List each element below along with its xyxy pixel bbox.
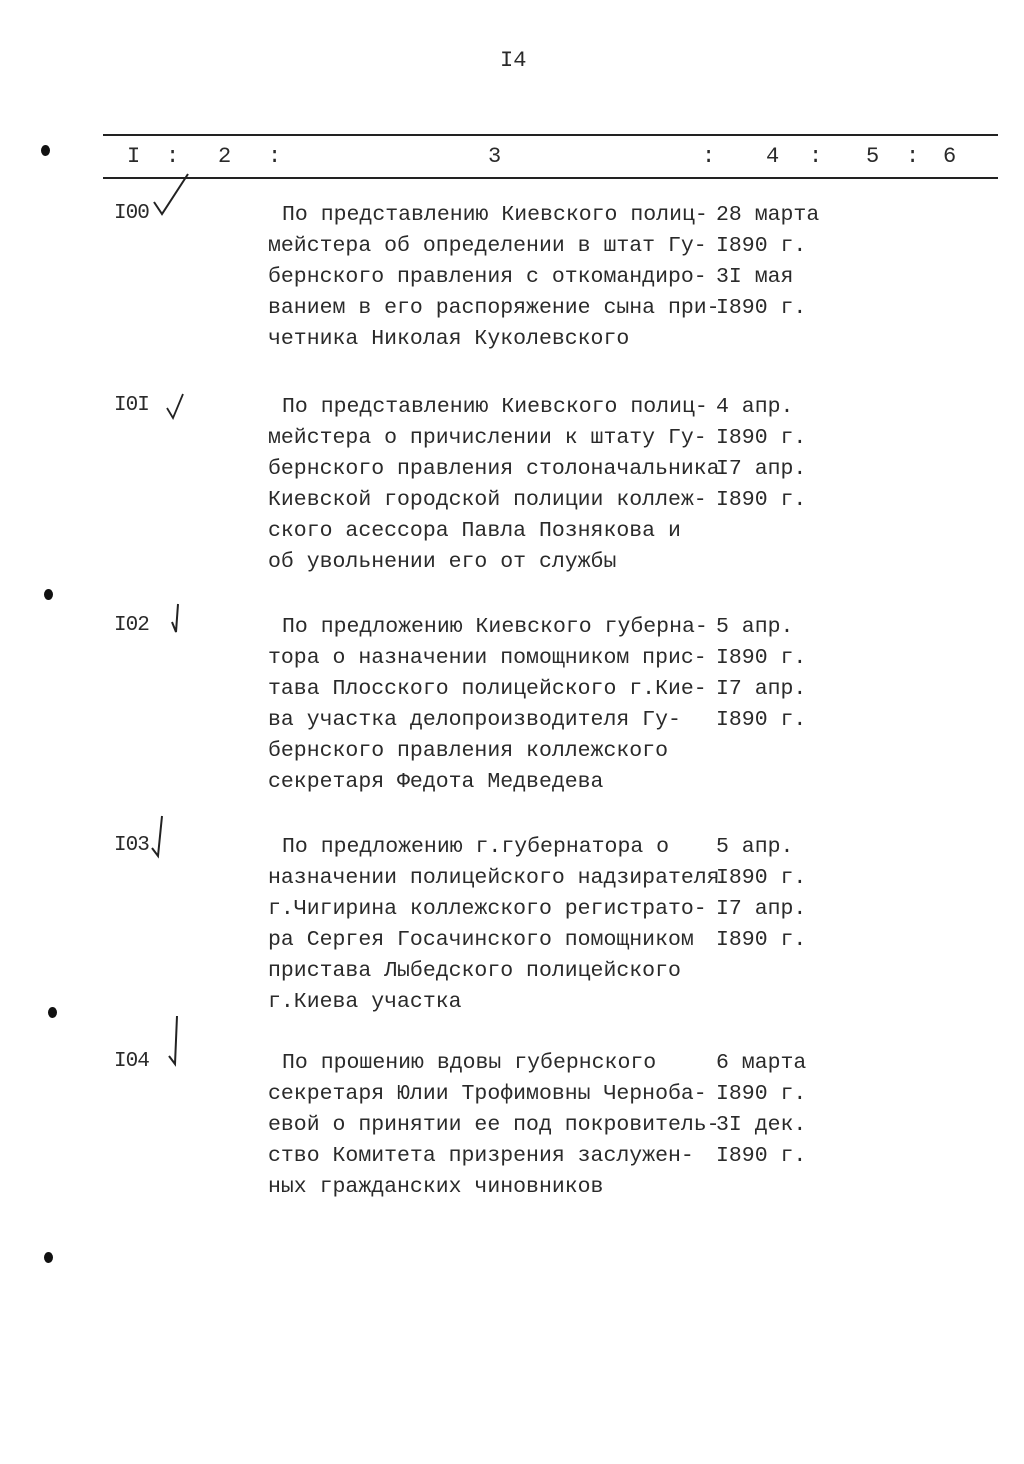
entry-date: 5 апр. xyxy=(716,835,794,859)
entry-text-line: четника Николая Куколевского xyxy=(268,327,630,351)
entry-date: I7 апр. xyxy=(716,897,807,921)
entry-date: I7 апр. xyxy=(716,457,807,481)
header-bottom-rule xyxy=(103,177,998,179)
punch-hole xyxy=(41,145,50,156)
entry-date: I890 г. xyxy=(716,928,807,952)
entry-text-line: секретаря Юлии Трофимовны Чернoба- xyxy=(268,1082,707,1106)
entry-number: I03 xyxy=(114,834,149,857)
entry-number: I04 xyxy=(114,1050,149,1073)
entry-date: I890 г. xyxy=(716,708,807,732)
entry-text-line: бернского правления столоначальника xyxy=(268,457,720,481)
entry-text-line: По прошению вдовы губернского xyxy=(282,1051,657,1075)
entry-text-line: По предложению Киевского губерна- xyxy=(282,615,708,639)
column-header-3: 3 xyxy=(488,144,502,169)
entry-text-line: ных гражданских чиновников xyxy=(268,1175,604,1199)
checkmark-icon xyxy=(163,390,193,430)
entry-text-line: тора о назначении помощником прис- xyxy=(268,646,707,670)
checkmark-icon xyxy=(150,172,200,222)
entry-text-line: По предложению г.губернатора о xyxy=(282,835,670,859)
header-top-rule xyxy=(103,134,998,136)
entry-text-line: бернского правления коллежского xyxy=(268,739,668,763)
entry-text-line: ва участка делопроизводителя Гу- xyxy=(268,708,681,732)
entry-text-line: назначении полицейского надзирателя xyxy=(268,866,720,890)
entry-date: I890 г. xyxy=(716,646,807,670)
entry-text-line: Киевской городской полиции коллеж- xyxy=(268,488,707,512)
entry-number: I02 xyxy=(114,614,149,637)
column-separator: : xyxy=(809,144,823,169)
entry-text-line: ского асессора Павла Познякова и xyxy=(268,519,681,543)
entry-date: 6 марта xyxy=(716,1051,807,1075)
entry-text-line: об увольнении его от службы xyxy=(268,550,617,574)
entry-text-line: По представлению Киевского полиц- xyxy=(282,203,708,227)
page-number: I4 xyxy=(500,48,527,73)
entry-date: I890 г. xyxy=(716,296,807,320)
column-header-1: I xyxy=(127,144,141,169)
entry-text-line: г.Киева участка xyxy=(268,990,462,1014)
entry-text-line: ра Сергея Госачинского помощником xyxy=(268,928,694,952)
entry-text-line: ство Комитета призрения заслужен- xyxy=(268,1144,694,1168)
column-header-2: 2 xyxy=(218,144,232,169)
column-separator: : xyxy=(268,144,282,169)
entry-date: I890 г. xyxy=(716,234,807,258)
entry-text-line: мейстера о причислении к штату Гу- xyxy=(268,426,707,450)
column-separator: : xyxy=(906,144,920,169)
punch-hole xyxy=(48,1007,57,1018)
checkmark-icon xyxy=(165,1012,185,1072)
entry-text-line: тава Плосского полицейского г.Кие- xyxy=(268,677,707,701)
punch-hole xyxy=(44,1252,53,1263)
entry-date: 28 марта xyxy=(716,203,820,227)
punch-hole xyxy=(44,589,53,600)
entry-date: 4 апр. xyxy=(716,395,794,419)
column-separator: : xyxy=(702,144,716,169)
column-separator: : xyxy=(166,144,180,169)
entry-date: I890 г. xyxy=(716,866,807,890)
entry-text-line: бернского правления с откомандиро- xyxy=(268,265,707,289)
entry-number: I0I xyxy=(114,394,149,417)
checkmark-icon xyxy=(148,812,178,862)
entry-number: I00 xyxy=(114,202,149,225)
entry-date: I890 г. xyxy=(716,426,807,450)
entry-text-line: г.Чигирина коллежского регистрато- xyxy=(268,897,707,921)
entry-date: 3I мая xyxy=(716,265,794,289)
entry-date: I890 г. xyxy=(716,488,807,512)
column-header-6: 6 xyxy=(943,144,957,169)
entry-date: I890 г. xyxy=(716,1144,807,1168)
entry-text-line: ванием в его распоряжение сына при- xyxy=(268,296,720,320)
entry-text-line: мейстера об определении в штат Гу- xyxy=(268,234,707,258)
entry-text-line: пристава Лыбедского полицейского xyxy=(268,959,681,983)
entry-text-line: секретаря Федота Медведева xyxy=(268,770,604,794)
entry-date: I7 апр. xyxy=(716,677,807,701)
entry-text-line: евой о принятии ее под покровитель- xyxy=(268,1113,720,1137)
entry-date: 5 апр. xyxy=(716,615,794,639)
checkmark-icon xyxy=(168,600,188,640)
entry-date: 3I дек. xyxy=(716,1113,807,1137)
entry-date: I890 г. xyxy=(716,1082,807,1106)
column-header-4: 4 xyxy=(766,144,780,169)
entry-text-line: По представлению Киевского полиц- xyxy=(282,395,708,419)
column-header-5: 5 xyxy=(866,144,880,169)
